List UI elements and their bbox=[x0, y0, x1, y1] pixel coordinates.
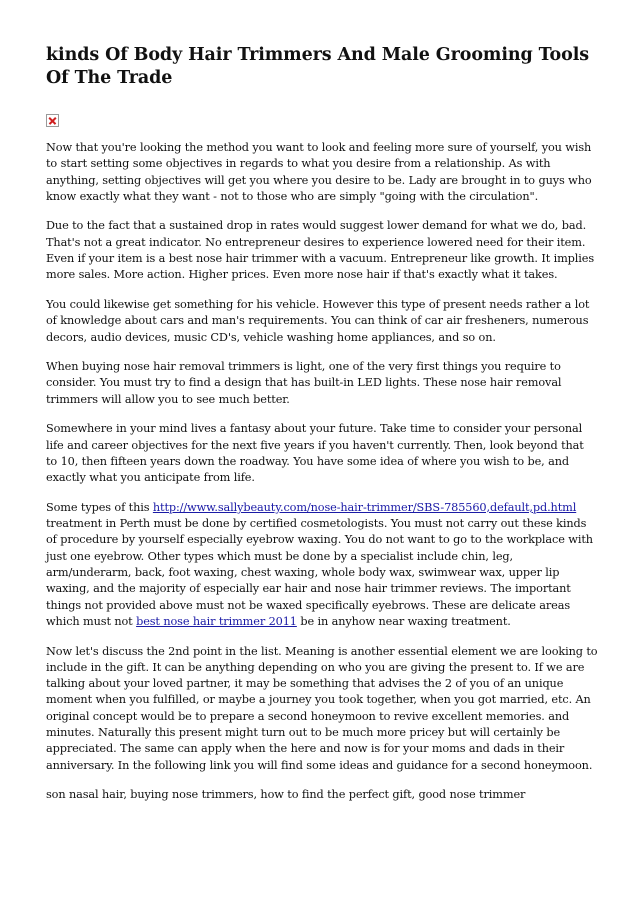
best-nose-hair-trimmer-link[interactable]: best nose hair trimmer 2011 bbox=[136, 614, 297, 628]
document-page bbox=[46, 44, 598, 817]
paragraph-7: Now let's discuss the 2nd point in the list. Meaning is another essential element we are looking to include in the gift. It can be anything depending on who you are giving the present to. If we are talking about your loved partner, it may be something that advises the 2 of you of an unique moment when you fulfilled, or maybe a journey you took together, when you got married, etc. An original concept would be to prepare a second honeymoon to revive excellent memories. and minutes. Naturally this present might turn out to be much more pricey but will certainly be appreciated. The same can apply when the here and now is for your moms and dads in their anniversary. In the following link you will find some ideas and guidance for a second honeymoon. bbox=[46, 644, 598, 772]
paragraph-1: Now that you're looking the method you want to look and feeling more sure of yourself, you wish to start setting some objectives in regards to what you desire from a relationship. As with anything, setting objectives will get you where you desire to be. Lady are brought in to guys who know exactly what they want - not to those who are simply "going with the circulation". bbox=[46, 141, 592, 203]
paragraph-4: When buying nose hair removal trimmers is light, one of the very first things you require to consider. You must try to find a design that has built-in LED lights. These nose hair removal trimmers will allow you to see much better. bbox=[46, 360, 562, 406]
sallybeauty-link[interactable]: http://www.sallybeauty.com/nose-hair-trimmer/SBS-785560,default,pd.html bbox=[152, 500, 577, 514]
paragraph-2: Due to the fact that a sustained drop in rates would suggest lower demand for what we do, bad. That's not a great indicator. No entrepreneur desires to experience lowered need for their item. Even if your item is a best nose hair trimmer with a vacuum. Entrepreneur like growth. It implies more sales. More action. Higher prices. Even more nose hair if that's exactly what it takes. bbox=[46, 219, 595, 282]
paragraph-6-intro: Some types of this bbox=[46, 500, 153, 514]
tags-line: son nasal hair, buying nose trimmers, how to find the perfect gift, good nose trimmer bbox=[46, 788, 526, 802]
paragraph-6-end: be in anyhow near waxing treatment. bbox=[296, 614, 511, 628]
page-title: kinds Of Body Hair Trimmers And Male Grooming Tools Of The Trade bbox=[46, 45, 589, 88]
paragraph-3: You could likewise get something for his vehicle. However this type of present needs rather a lot of knowledge about cars and man's requirements. You can think of car air fresheners, numerous decors, audio devices, music CD's, vehicle washing home appliances, and so on. bbox=[46, 297, 590, 344]
paragraph-5: Somewhere in your mind lives a fantasy about your future. Take time to consider your personal life and career objectives for the next five years if you haven't currently. Then, look beyond that to 10, then fifteen years down the roadway. You have some idea of where you wish to be, and exactly what you anticipate from life. bbox=[46, 422, 584, 485]
paragraph-6 bbox=[46, 500, 598, 630]
broken-image-icon bbox=[46, 114, 59, 127]
paragraph-6-body: treatment in Perth must be done by certified cosmetologists. You must not carry out these kinds of procedure by yourself especially eyebrow waxing. You do not want to go to the workplace with just one eyebrow. Other types which must be done by a specialist include chin, leg, arm/underarm, back, foot waxing, chest waxing, whole body wax, swimwear wax, upper lip waxing, and the majority of especially ear hair and nose hair trimmer reviews. The important things not provided above must not be waxed specifically eyebrows. These are delicate areas which must not bbox=[46, 517, 593, 628]
article-body bbox=[46, 140, 598, 803]
